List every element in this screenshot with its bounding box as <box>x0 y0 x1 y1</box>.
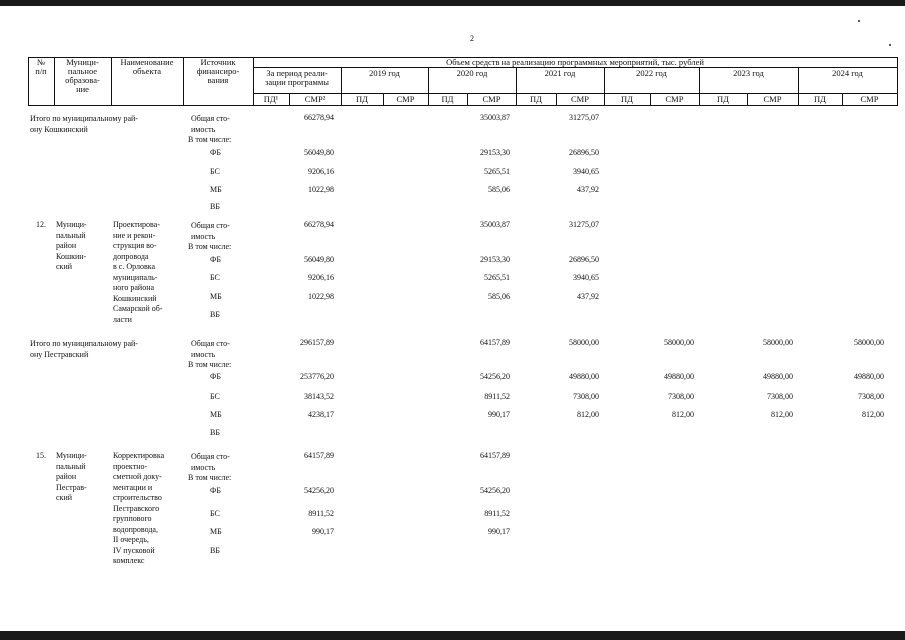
value-total: 58000,00 <box>854 338 884 347</box>
item-number: 12. <box>36 220 46 229</box>
value-bs: 3940,65 <box>573 167 599 176</box>
value-bs: 9206,16 <box>308 273 334 282</box>
table-rule <box>28 105 897 106</box>
value-mb: 1022,98 <box>308 292 334 301</box>
source-mb: МБ <box>210 527 222 536</box>
value-total: 64157,89 <box>480 451 510 460</box>
value-bs: 9206,16 <box>308 167 334 176</box>
header-smr: СМР <box>482 94 501 104</box>
value-fb: 54256,20 <box>304 486 334 495</box>
value-total: 58000,00 <box>763 338 793 347</box>
value-bs: 3940,65 <box>573 273 599 282</box>
value-total: 66278,94 <box>304 220 334 229</box>
header-object: Наименование объекта <box>120 57 174 76</box>
section-title-koshkinsky: Итого по муниципальному рай- ону Кошкинский <box>30 114 138 134</box>
value-fb: 56049,80 <box>304 148 334 157</box>
source-vb: ВБ <box>210 546 220 555</box>
header-municipality: Муници- пальное образова- ние <box>65 57 100 94</box>
table-rule <box>253 67 897 68</box>
value-mb: 990,17 <box>312 527 334 536</box>
value-fb: 49880,00 <box>763 372 793 381</box>
source-vb: ВБ <box>210 202 220 211</box>
value-mb: 812,00 <box>771 410 793 419</box>
section-title-pestravsky: Итого по муниципальному рай- ону Пестравский <box>30 339 138 359</box>
value-bs: 7308,00 <box>668 392 694 401</box>
value-bs: 8911,52 <box>484 392 510 401</box>
value-mb: 812,00 <box>672 410 694 419</box>
source-fb: ФБ <box>210 255 221 264</box>
header-year: 2021 год <box>544 68 576 78</box>
top-border <box>0 0 905 6</box>
header-volume: Объем средств на реализацию программных мероприятий, тыс. рублей <box>446 57 704 67</box>
item-object: Корректировка проектно- сметной доку- ментации и строительство Пестравского группового водопровода, II очередь, IV пусковой комплекс <box>113 451 165 565</box>
value-fb: 54256,20 <box>480 372 510 381</box>
value-total: 296157,89 <box>300 338 334 347</box>
item-municipality: Муници- пальный район Пестрав- ский <box>56 451 87 502</box>
header-smr: СМР <box>665 94 684 104</box>
header-pd: ПД¹ <box>263 94 279 104</box>
value-mb: 990,17 <box>488 410 510 419</box>
source-incl: В том числе: <box>188 360 232 369</box>
value-bs: 7308,00 <box>858 392 884 401</box>
value-bs: 5265,51 <box>484 273 510 282</box>
value-total: 31275,07 <box>569 220 599 229</box>
item-municipality: Муници- пальный район Кошкин- ский <box>56 220 87 271</box>
source-mb: МБ <box>210 292 222 301</box>
item-object: Проектирова- ние и рекон- струкция во- допровода в с. Орловка муниципаль- ного района Кошкинский Самарской об- ласти <box>113 220 163 324</box>
source-mb: МБ <box>210 410 222 419</box>
source-incl: В том числе: <box>188 135 232 144</box>
table-rule <box>897 57 898 106</box>
value-mb: 585,06 <box>488 292 510 301</box>
value-fb: 49880,00 <box>664 372 694 381</box>
value-mb: 1022,98 <box>308 185 334 194</box>
header-year: 2024 год <box>832 68 863 78</box>
header-pd: ПД <box>530 94 542 104</box>
value-mb: 812,00 <box>862 410 884 419</box>
header-pd: ПД <box>717 94 729 104</box>
header-year: 2020 год <box>456 68 488 78</box>
value-fb: 29153,30 <box>480 255 510 264</box>
value-bs: 8911,52 <box>484 509 510 518</box>
value-total: 35003,87 <box>480 220 510 229</box>
value-fb: 49880,00 <box>854 372 884 381</box>
source-total: Общая сто- имость <box>191 221 230 241</box>
source-vb: ВБ <box>210 428 220 437</box>
header-period: За период реали- зации программы <box>265 68 329 87</box>
source-incl: В том числе: <box>188 473 232 482</box>
value-fb: 26896,50 <box>569 255 599 264</box>
header-year: 2022 год <box>636 68 667 78</box>
value-total: 66278,94 <box>304 113 334 122</box>
value-bs: 7308,00 <box>767 392 793 401</box>
header-smr: СМР <box>860 94 879 104</box>
source-fb: ФБ <box>210 486 221 495</box>
value-mb: 4238,17 <box>308 410 334 419</box>
source-total: Общая сто- имость <box>191 114 230 134</box>
item-number: 15. <box>36 451 46 460</box>
header-pd: ПД <box>441 94 454 104</box>
source-total: Общая сто- имость <box>191 339 230 359</box>
value-total: 35003,87 <box>480 113 510 122</box>
value-fb: 54256,20 <box>480 486 510 495</box>
value-bs: 8911,52 <box>308 509 334 518</box>
value-mb: 437,92 <box>577 292 599 301</box>
header-pd: ПД <box>814 94 826 104</box>
source-vb: ВБ <box>210 310 220 319</box>
value-bs: 7308,00 <box>573 392 599 401</box>
source-fb: ФБ <box>210 148 221 157</box>
value-total: 64157,89 <box>480 338 510 347</box>
value-bs: 38143,52 <box>304 392 334 401</box>
speck <box>858 20 860 22</box>
value-fb: 49880,00 <box>569 372 599 381</box>
page-number: 2 <box>470 34 474 43</box>
value-fb: 29153,30 <box>480 148 510 157</box>
header-source: Источник финансиро- вания <box>196 57 240 85</box>
source-total: Общая сто- имость <box>191 452 230 472</box>
source-bs: БС <box>210 167 220 176</box>
header-smr: СМР <box>763 94 782 104</box>
value-mb: 585,06 <box>488 185 510 194</box>
source-fb: ФБ <box>210 372 221 381</box>
header-year: 2023 год <box>733 68 764 78</box>
speck <box>889 44 891 46</box>
header-pd: ПД <box>356 94 368 104</box>
bottom-border <box>0 631 905 640</box>
value-mb: 437,92 <box>577 185 599 194</box>
source-mb: МБ <box>210 185 222 194</box>
value-fb: 56049,80 <box>304 255 334 264</box>
value-fb: 253776,20 <box>300 372 334 381</box>
source-incl: В том числе: <box>188 242 232 251</box>
value-fb: 26896,50 <box>569 148 599 157</box>
source-bs: БС <box>210 509 220 518</box>
source-bs: БС <box>210 392 220 401</box>
source-bs: БС <box>210 273 220 282</box>
value-total: 58000,00 <box>664 338 694 347</box>
header-num: № п/п <box>35 57 47 76</box>
header-smr: СМР <box>396 94 415 104</box>
header-pd: ПД <box>621 94 633 104</box>
value-total: 31275,07 <box>569 113 599 122</box>
header-smr: СМР² <box>304 94 326 104</box>
value-total: 58000,00 <box>569 338 599 347</box>
header-year: 2019 год <box>369 68 400 78</box>
value-bs: 5265,51 <box>484 167 510 176</box>
header-smr: СМР <box>571 94 589 104</box>
value-total: 64157,89 <box>304 451 334 460</box>
value-mb: 812,00 <box>577 410 599 419</box>
value-mb: 990,17 <box>488 527 510 536</box>
